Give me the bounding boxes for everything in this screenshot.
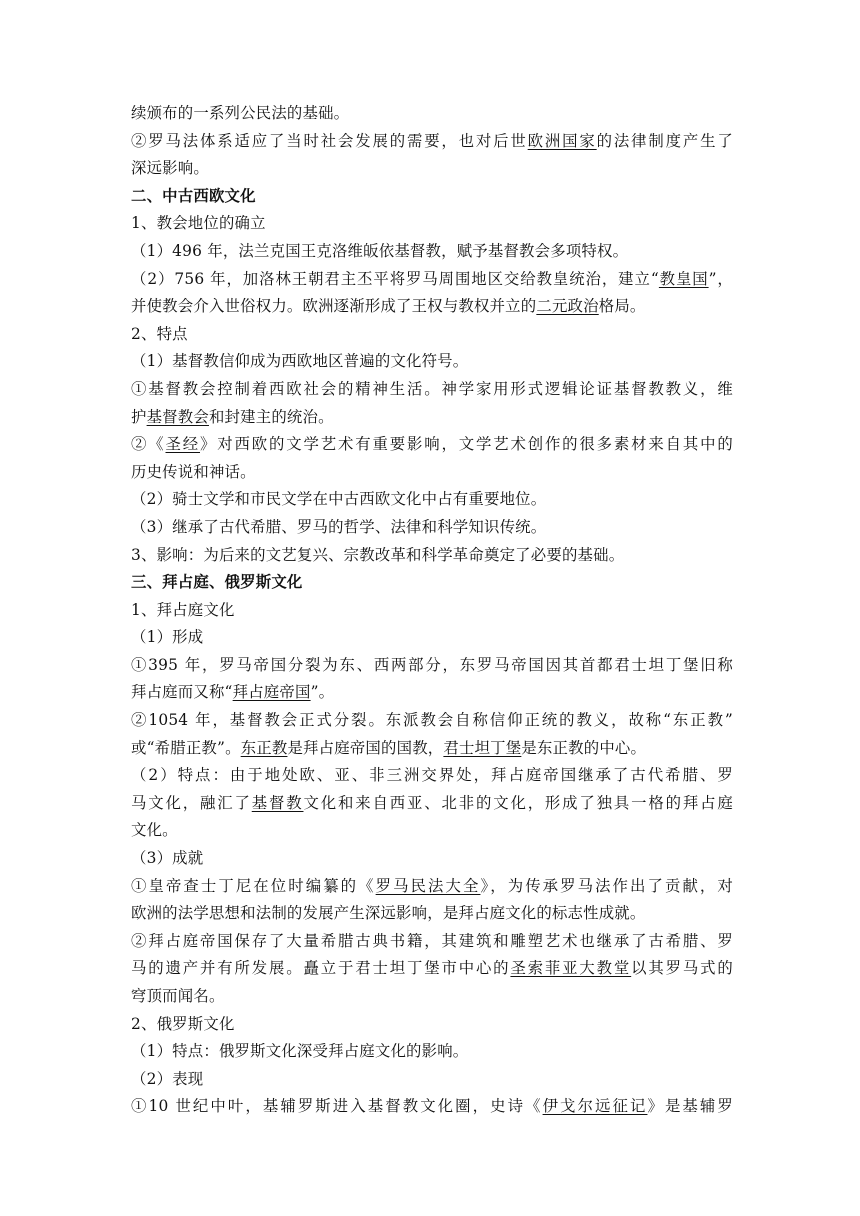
- text-run: （2）特点：由于地处欧、亚、非三洲交界处，拜占庭帝国继承了古代希腊、罗: [131, 766, 733, 785]
- text-line: [131, 238, 733, 266]
- text-line: [131, 900, 733, 928]
- text-run: ②《: [131, 435, 166, 454]
- text-line: [131, 348, 733, 376]
- text-line: [131, 624, 733, 652]
- text-run: 1、教会地位的确立: [131, 214, 266, 233]
- text-run: 护: [131, 407, 147, 426]
- text-run: 2、俄罗斯文化: [131, 1014, 235, 1033]
- text-line: [131, 155, 733, 183]
- text-run: 马的遗产并有所发展。矗立于君士坦丁堡市中心的: [131, 959, 511, 978]
- text-run: 拜占庭而又称“: [131, 683, 233, 702]
- text-run: 续颁布的一系列公民法的基础。: [131, 104, 350, 122]
- text-line: [131, 1011, 733, 1039]
- text-line: [131, 486, 733, 514]
- underlined-term: 基督教: [251, 793, 304, 812]
- underlined-term: 拜占庭帝国: [232, 683, 311, 702]
- text-line: [131, 679, 733, 707]
- underlined-term: 东正教: [240, 738, 288, 757]
- text-run: ②拜占庭帝国保存了大量希腊古典书籍，其建筑和雕塑艺术也继承了古希腊、罗: [131, 931, 733, 950]
- section-heading: [131, 569, 733, 597]
- underlined-term: 二元政治: [536, 297, 599, 316]
- underlined-term: 基督教会: [146, 407, 209, 426]
- text-run: 或“希腊正教”。: [131, 738, 241, 757]
- text-line: [131, 955, 733, 983]
- text-line: [131, 845, 733, 873]
- text-line: [131, 790, 733, 818]
- text-line: [131, 404, 733, 432]
- text-run: （2）表现: [131, 1069, 204, 1088]
- text-line: [131, 376, 733, 404]
- text-line: [131, 293, 733, 321]
- text-run: 是拜占庭帝国的国教，: [287, 738, 444, 757]
- text-run: ①395 年，罗马帝国分裂为东、西两部分，东罗马帝国因其首都君士坦丁堡旧称: [131, 655, 733, 674]
- text-run: 的法律制度产生了: [596, 131, 733, 150]
- underlined-term: 圣索菲亚大教堂: [510, 959, 632, 978]
- underlined-term: 欧洲国家: [527, 131, 597, 150]
- text-line: [131, 652, 733, 680]
- text-run: ②1054 年，基督教会正式分裂。东派教会自称信仰正统的教义，故称“东正教”: [131, 711, 733, 730]
- text-run: 》，为传承罗马法作出了贡献，对: [480, 876, 733, 895]
- text-run: （3）成就: [131, 849, 204, 868]
- text-run: 文化和来自西亚、北非的文化，形成了独具一格的拜占庭: [303, 793, 733, 812]
- text-run: ②罗马法体系适应了当时社会发展的需要，也对后世: [131, 131, 528, 150]
- text-line: [131, 707, 733, 735]
- text-run: 三、拜占庭、俄罗斯文化: [131, 573, 303, 592]
- text-run: 1、拜占庭文化: [131, 600, 235, 619]
- underlined-term: 罗马民法大全: [375, 876, 481, 895]
- underlined-term: 圣经: [165, 435, 200, 454]
- text-line: [131, 873, 733, 901]
- text-run: （1）形成: [131, 628, 204, 647]
- text-run: ①基督教会控制着西欧社会的精神生活。神学家用形式逻辑论证基督教教义，维: [131, 379, 733, 398]
- text-run: 》对西欧的文学艺术有重要影响，文学艺术创作的很多素材来自其中的: [200, 435, 733, 454]
- text-line: [131, 762, 733, 790]
- text-run: 欧洲的法学思想和法制的发展产生深远影响，是拜占庭文化的标志性成就。: [131, 904, 646, 923]
- text-run: 和封建主的统治。: [208, 407, 334, 426]
- text-run: ①皇帝查士丁尼在位时编纂的《: [131, 876, 376, 895]
- text-run: 2、特点: [131, 324, 188, 343]
- text-run: （1）496 年，法兰克国王克洛维皈依基督教，赋予基督教会多项特权。: [131, 241, 629, 260]
- text-line: [131, 735, 733, 763]
- text-run: （1）基督教信仰成为西欧地区普遍的文化符号。: [131, 352, 469, 371]
- text-run: ”。: [310, 683, 335, 702]
- underlined-term: 伊戈尔远征记: [542, 1097, 648, 1116]
- text-run: 》是基辅罗: [647, 1097, 733, 1116]
- text-line: [131, 542, 733, 570]
- text-line: [131, 100, 733, 128]
- text-run: 深远影响。: [131, 159, 209, 178]
- text-run: （3）继承了古代希腊、罗马的哲学、法律和科学知识传统。: [131, 517, 547, 536]
- text-line: [131, 321, 733, 349]
- text-run: 格局。: [598, 297, 646, 316]
- text-line: [131, 928, 733, 956]
- document-body: [131, 100, 733, 1121]
- text-line: [131, 210, 733, 238]
- text-run: （1）特点：俄罗斯文化深受拜占庭文化的影响。: [131, 1042, 469, 1061]
- text-line: [131, 128, 733, 156]
- text-run: （2）骑士文学和市民文学在中古西欧文化中占有重要地位。: [131, 490, 547, 509]
- text-line: [131, 1066, 733, 1094]
- underlined-term: 君士坦丁堡: [443, 738, 522, 757]
- text-run: （2）756 年，加洛林王朝君主丕平将罗马周围地区交给教皇统治，建立“: [131, 269, 659, 288]
- text-line: [131, 1038, 733, 1066]
- text-line: [131, 514, 733, 542]
- text-line: [131, 266, 733, 294]
- text-run: 马文化，融汇了: [131, 793, 252, 812]
- text-run: 是东正教的中心。: [521, 738, 647, 757]
- text-run: 文化。: [131, 821, 178, 840]
- underlined-term: 教皇国: [658, 269, 709, 288]
- text-line: [131, 1093, 733, 1121]
- text-line: [131, 431, 733, 459]
- text-line: [131, 817, 733, 845]
- text-run: 并使教会介入世俗权力。欧洲逐渐形成了王权与教权并立的: [131, 297, 537, 316]
- text-line: [131, 983, 733, 1011]
- text-run: 以其罗马式的: [631, 959, 733, 978]
- text-run: ①10 世纪中叶，基辅罗斯进入基督教文化圈，史诗《: [131, 1097, 543, 1116]
- text-run: ”，: [708, 269, 733, 288]
- text-run: 二、中古西欧文化: [131, 186, 256, 205]
- text-run: 历史传说和神话。: [131, 462, 256, 481]
- text-line: [131, 459, 733, 487]
- text-run: 3、影响：为后来的文艺复兴、宗教改革和科学革命奠定了必要的基础。: [131, 545, 625, 564]
- text-line: [131, 597, 733, 625]
- section-heading: [131, 183, 733, 211]
- text-run: 穹顶而闻名。: [131, 987, 225, 1005]
